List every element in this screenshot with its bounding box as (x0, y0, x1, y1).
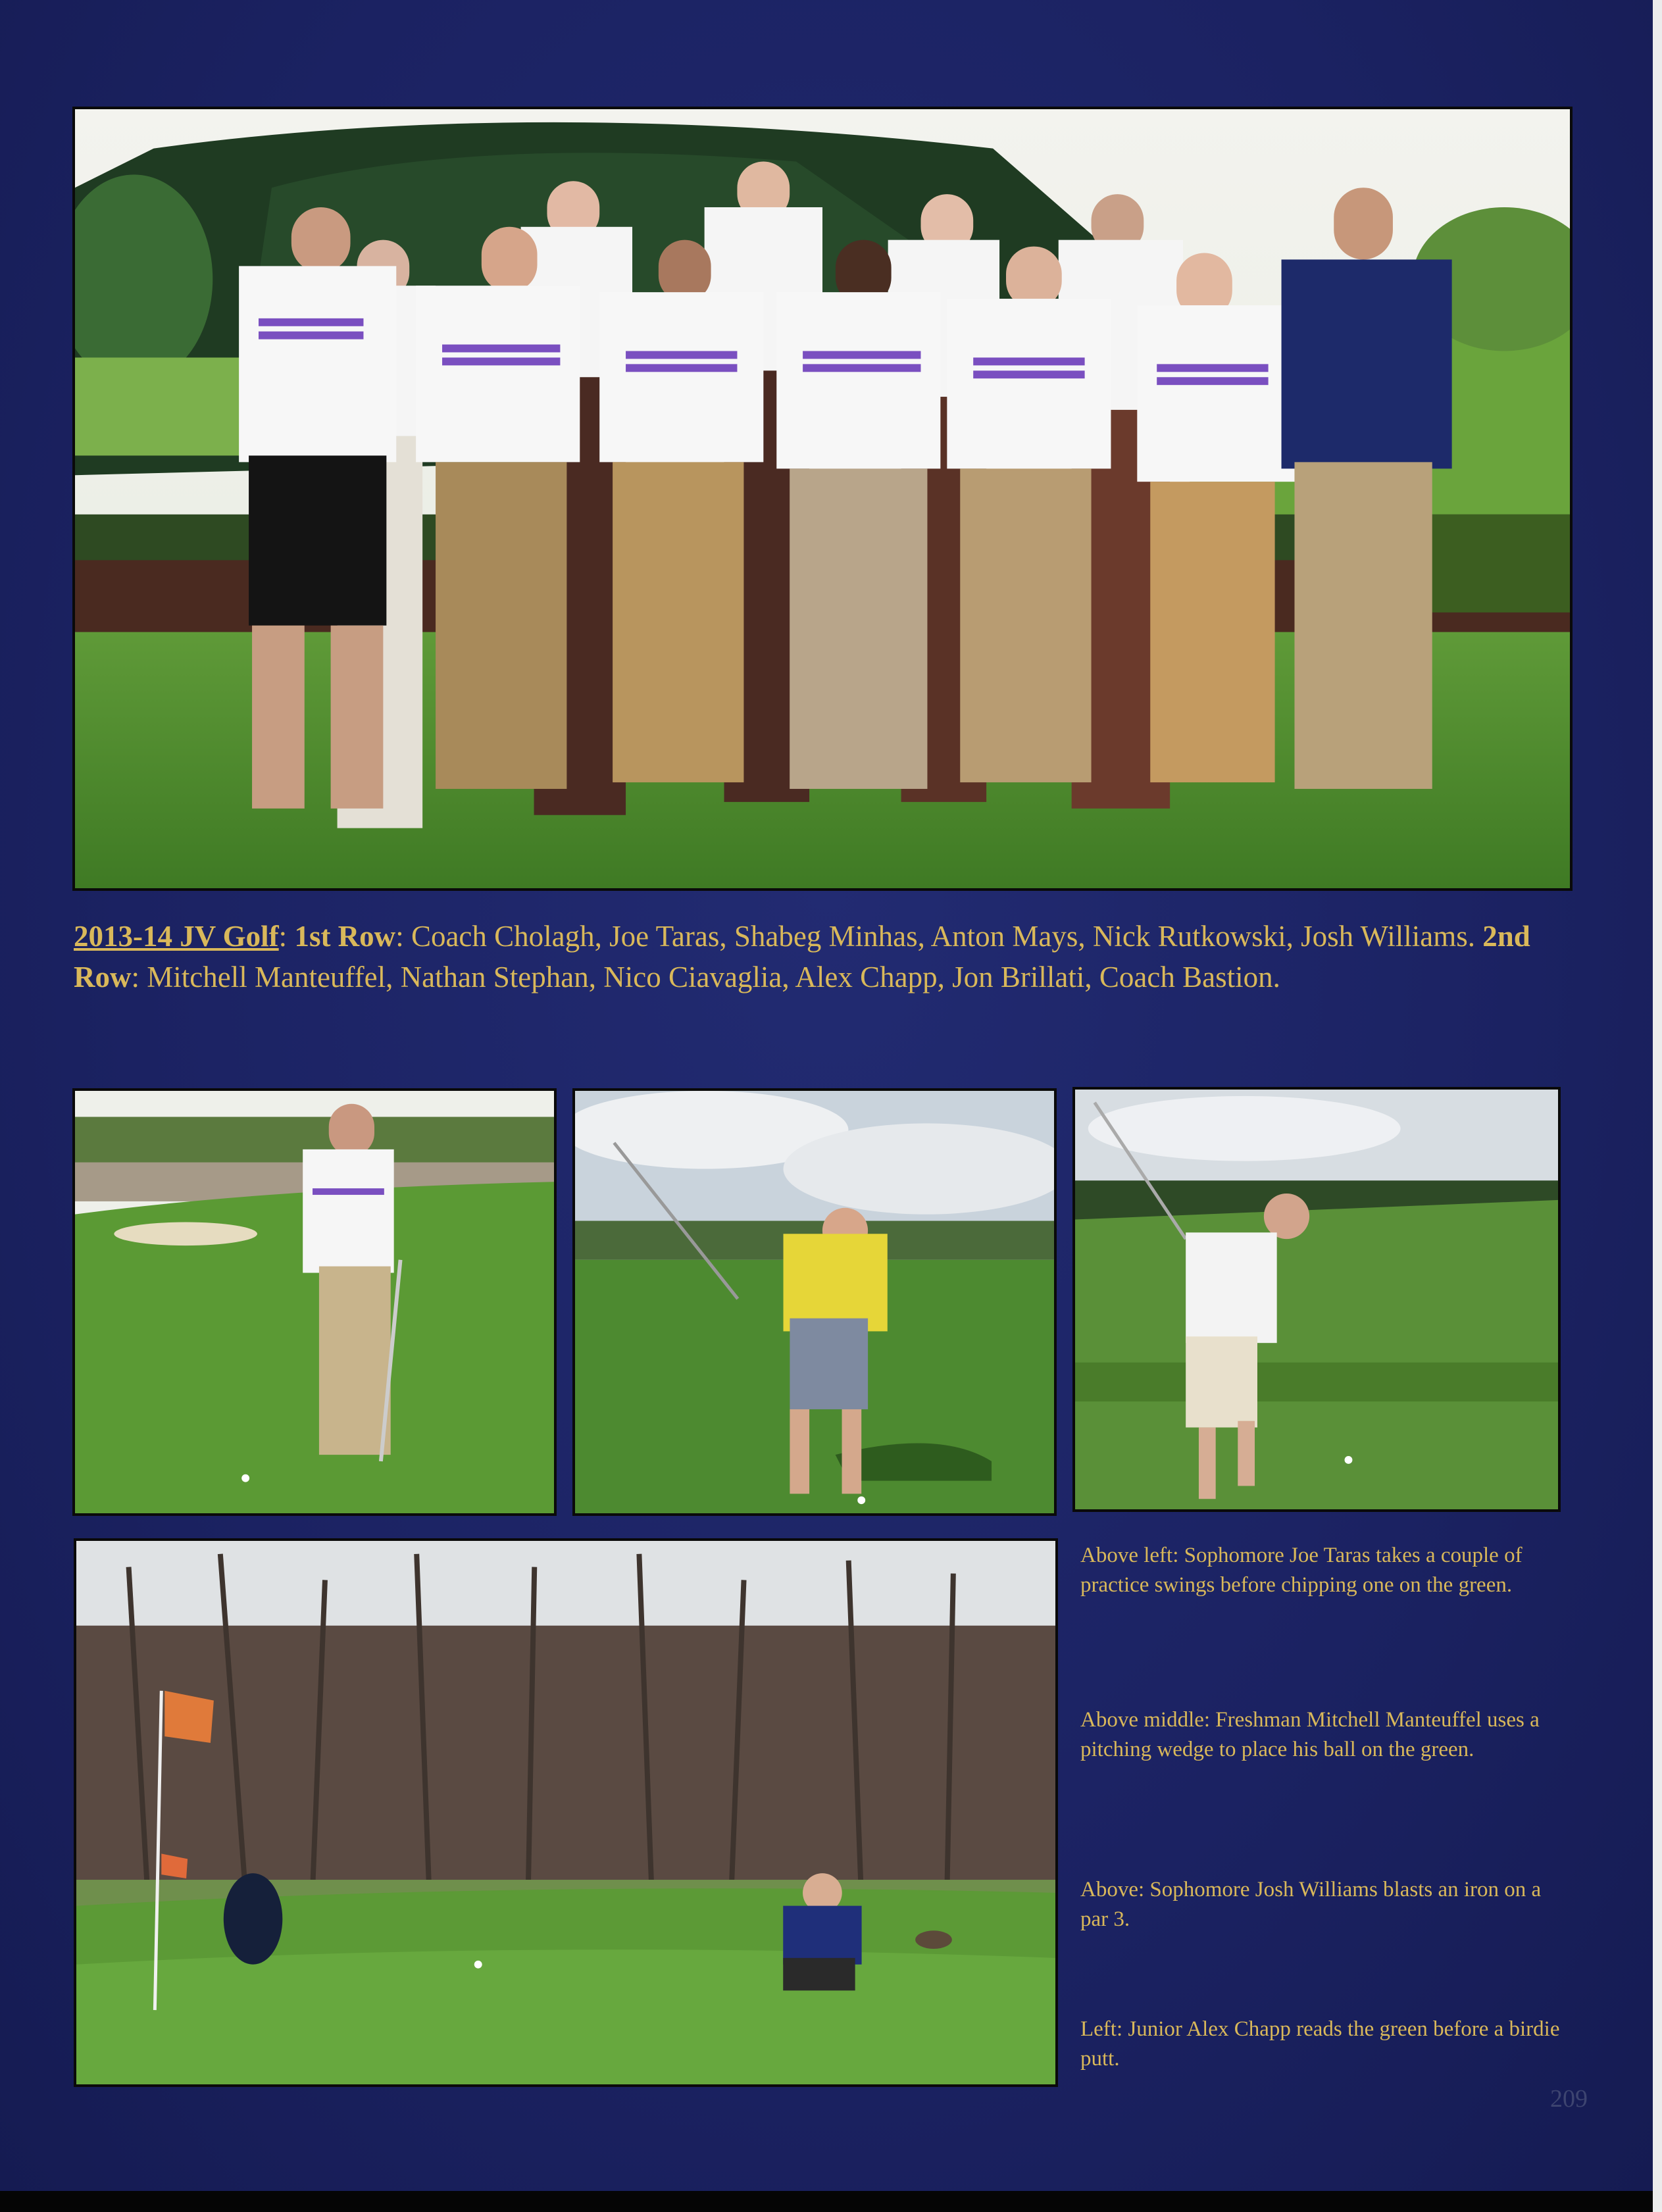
caption-above: Above: Sophomore Josh Williams blasts an iron on a par 3. (1080, 1878, 1542, 1931)
team-title-separator: : (278, 920, 295, 953)
caption-left: Left: Junior Alex Chapp reads the green before a birdie putt. (1080, 2017, 1560, 2071)
team-photo (72, 107, 1573, 891)
iron-shot-photo (1072, 1087, 1561, 1512)
page-number: 209 (1550, 2085, 1588, 2113)
row1-names: : Coach Cholagh, Joe Taras, Shabeg Minhas, Anton Mays, Nick Rutkowski, Josh Williams. (395, 920, 1483, 953)
team-title: 2013-14 JV Golf (74, 920, 279, 953)
scan-bottom-edge (0, 2191, 1662, 2212)
row1-label: 1st Row (294, 920, 396, 953)
team-caption (74, 916, 1534, 997)
row2-names: : Mitchell Manteuffel, Nathan Stephan, Nico Ciavaglia, Alex Chapp, Jon Brillati, Coach Bastion. (131, 961, 1280, 993)
chipping-photo (72, 1088, 557, 1516)
putting-photo (74, 1538, 1058, 2087)
row2-label: 2nd Row (74, 920, 1530, 993)
caption-above-left: Above left: Sophomore Joe Taras takes a couple of practice swings before chipping one on the green. (1080, 1544, 1523, 1597)
caption-above-middle: Above middle: Freshman Mitchell Manteuffel uses a pitching wedge to place his ball on the green. (1080, 1708, 1540, 1761)
pitching-photo (572, 1088, 1057, 1516)
scan-right-edge (1653, 0, 1662, 2212)
